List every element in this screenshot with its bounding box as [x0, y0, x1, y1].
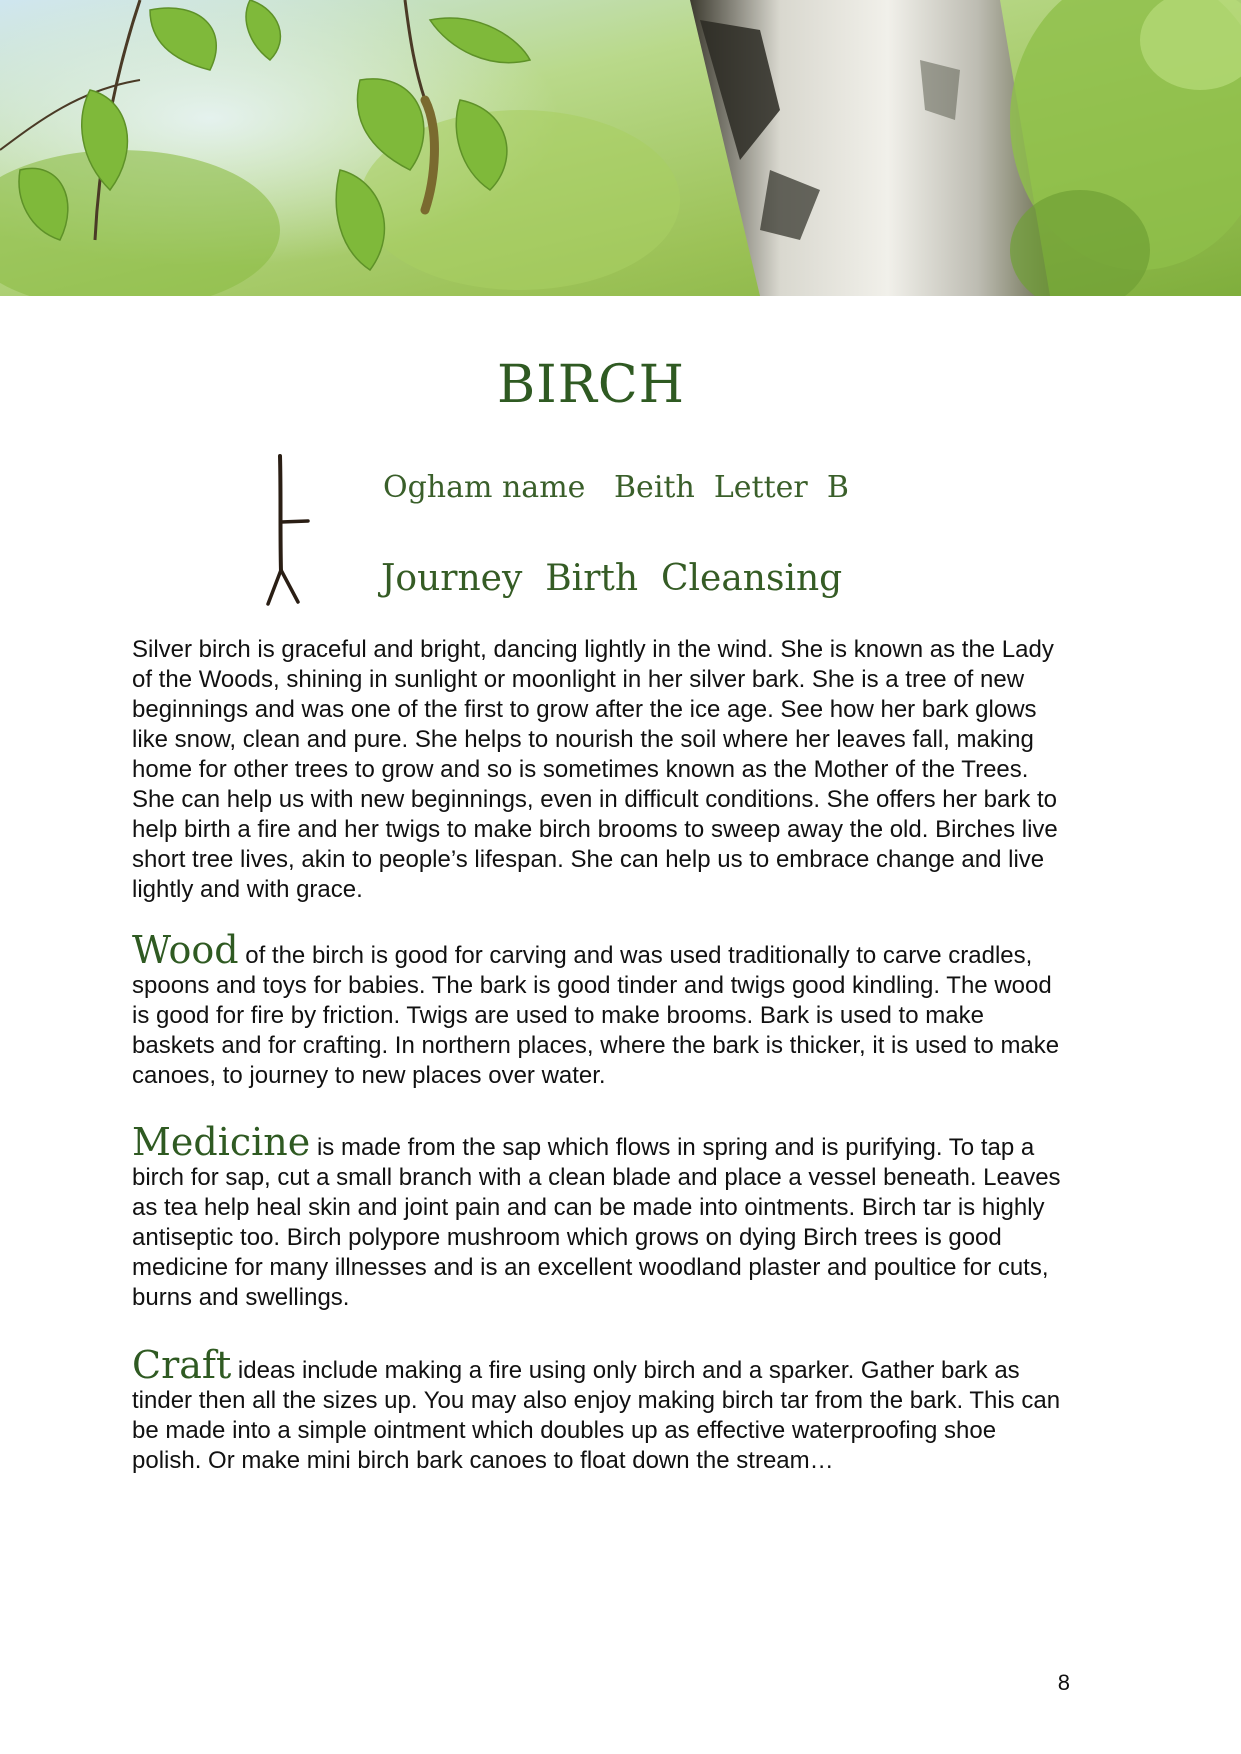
medicine-text: is made from the sap which flows in spring and is purifying. To tap a birch for sap, cut a small branch with a clean blade and place a vessel beneath. Leaves as tea help heal skin and joint pain and can be made into ointments. Birch tar is highly antiseptic too. Birch polypore mushroom which grows on dying Birch trees is good medicine for many illnesses and is an excellent woodland plaster and poultice for cuts, burns and swellings. [132, 1134, 1061, 1311]
craft-text: ideas include making a fire using only birch and a sparker. Gather bark as tinder then all the sizes up. You may also enjoy making birch tar from the bark. This can be made into a simple ointment which doubles up as effective waterproofing shoe polish. Or make mini birch bark canoes to float down the stream… [132, 1357, 1061, 1474]
ogham-letter-label: Letter [713, 470, 808, 505]
wood-section [132, 928, 1064, 1091]
ogham-beith-symbol-icon [262, 452, 312, 612]
quality-journey: Journey [381, 558, 523, 599]
craft-section [132, 1343, 1064, 1476]
ogham-name-label: Ogham name [383, 470, 586, 505]
ogham-letter-value: B [826, 470, 849, 505]
ogham-name-value: Beith [614, 470, 695, 505]
page-number: 8 [1057, 1670, 1070, 1695]
ogham-name-line [383, 470, 849, 505]
wood-heading: Wood [132, 928, 239, 972]
medicine-section [132, 1120, 1064, 1313]
header-photo-birch-leaves [0, 0, 1241, 296]
page-title: BIRCH [496, 355, 686, 415]
quality-cleansing: Cleansing [660, 558, 843, 599]
medicine-heading: Medicine [132, 1120, 311, 1164]
tree-qualities [381, 558, 842, 599]
craft-heading: Craft [132, 1343, 232, 1387]
quality-birth: Birth [545, 558, 639, 599]
wood-text: of the birch is good for carving and was used traditionally to carve cradles, spoons and toys for babies. The bark is good tinder and twigs good kindling. The wood is good for fire by friction. Twigs are used to make brooms. Bark is used to make baskets and for crafting. In northern places, where the bark is thicker, it is used to make canoes, to journey to new places over water. [132, 942, 1060, 1089]
intro-paragraph: Silver birch is graceful and bright, dancing lightly in the wind. She is known as the Lady of the Woods, shining in sunlight or moonlight in her silver bark. She is a tree of new beginnings and was one of the first to grow after the ice age. See how her bark glows like snow, clean and pure. She helps to nourish the soil where her leaves fall, making home for other trees to grow and so is sometimes known as the Mother of the Trees. She can help us with new beginnings, even in difficult conditions. She offers her bark to help birth a fire and her twigs to make birch brooms to sweep away the old. Birches live short tree lives, akin to people’s lifespan. She can help us to embrace change and live lightly and with grace. [132, 636, 1058, 903]
